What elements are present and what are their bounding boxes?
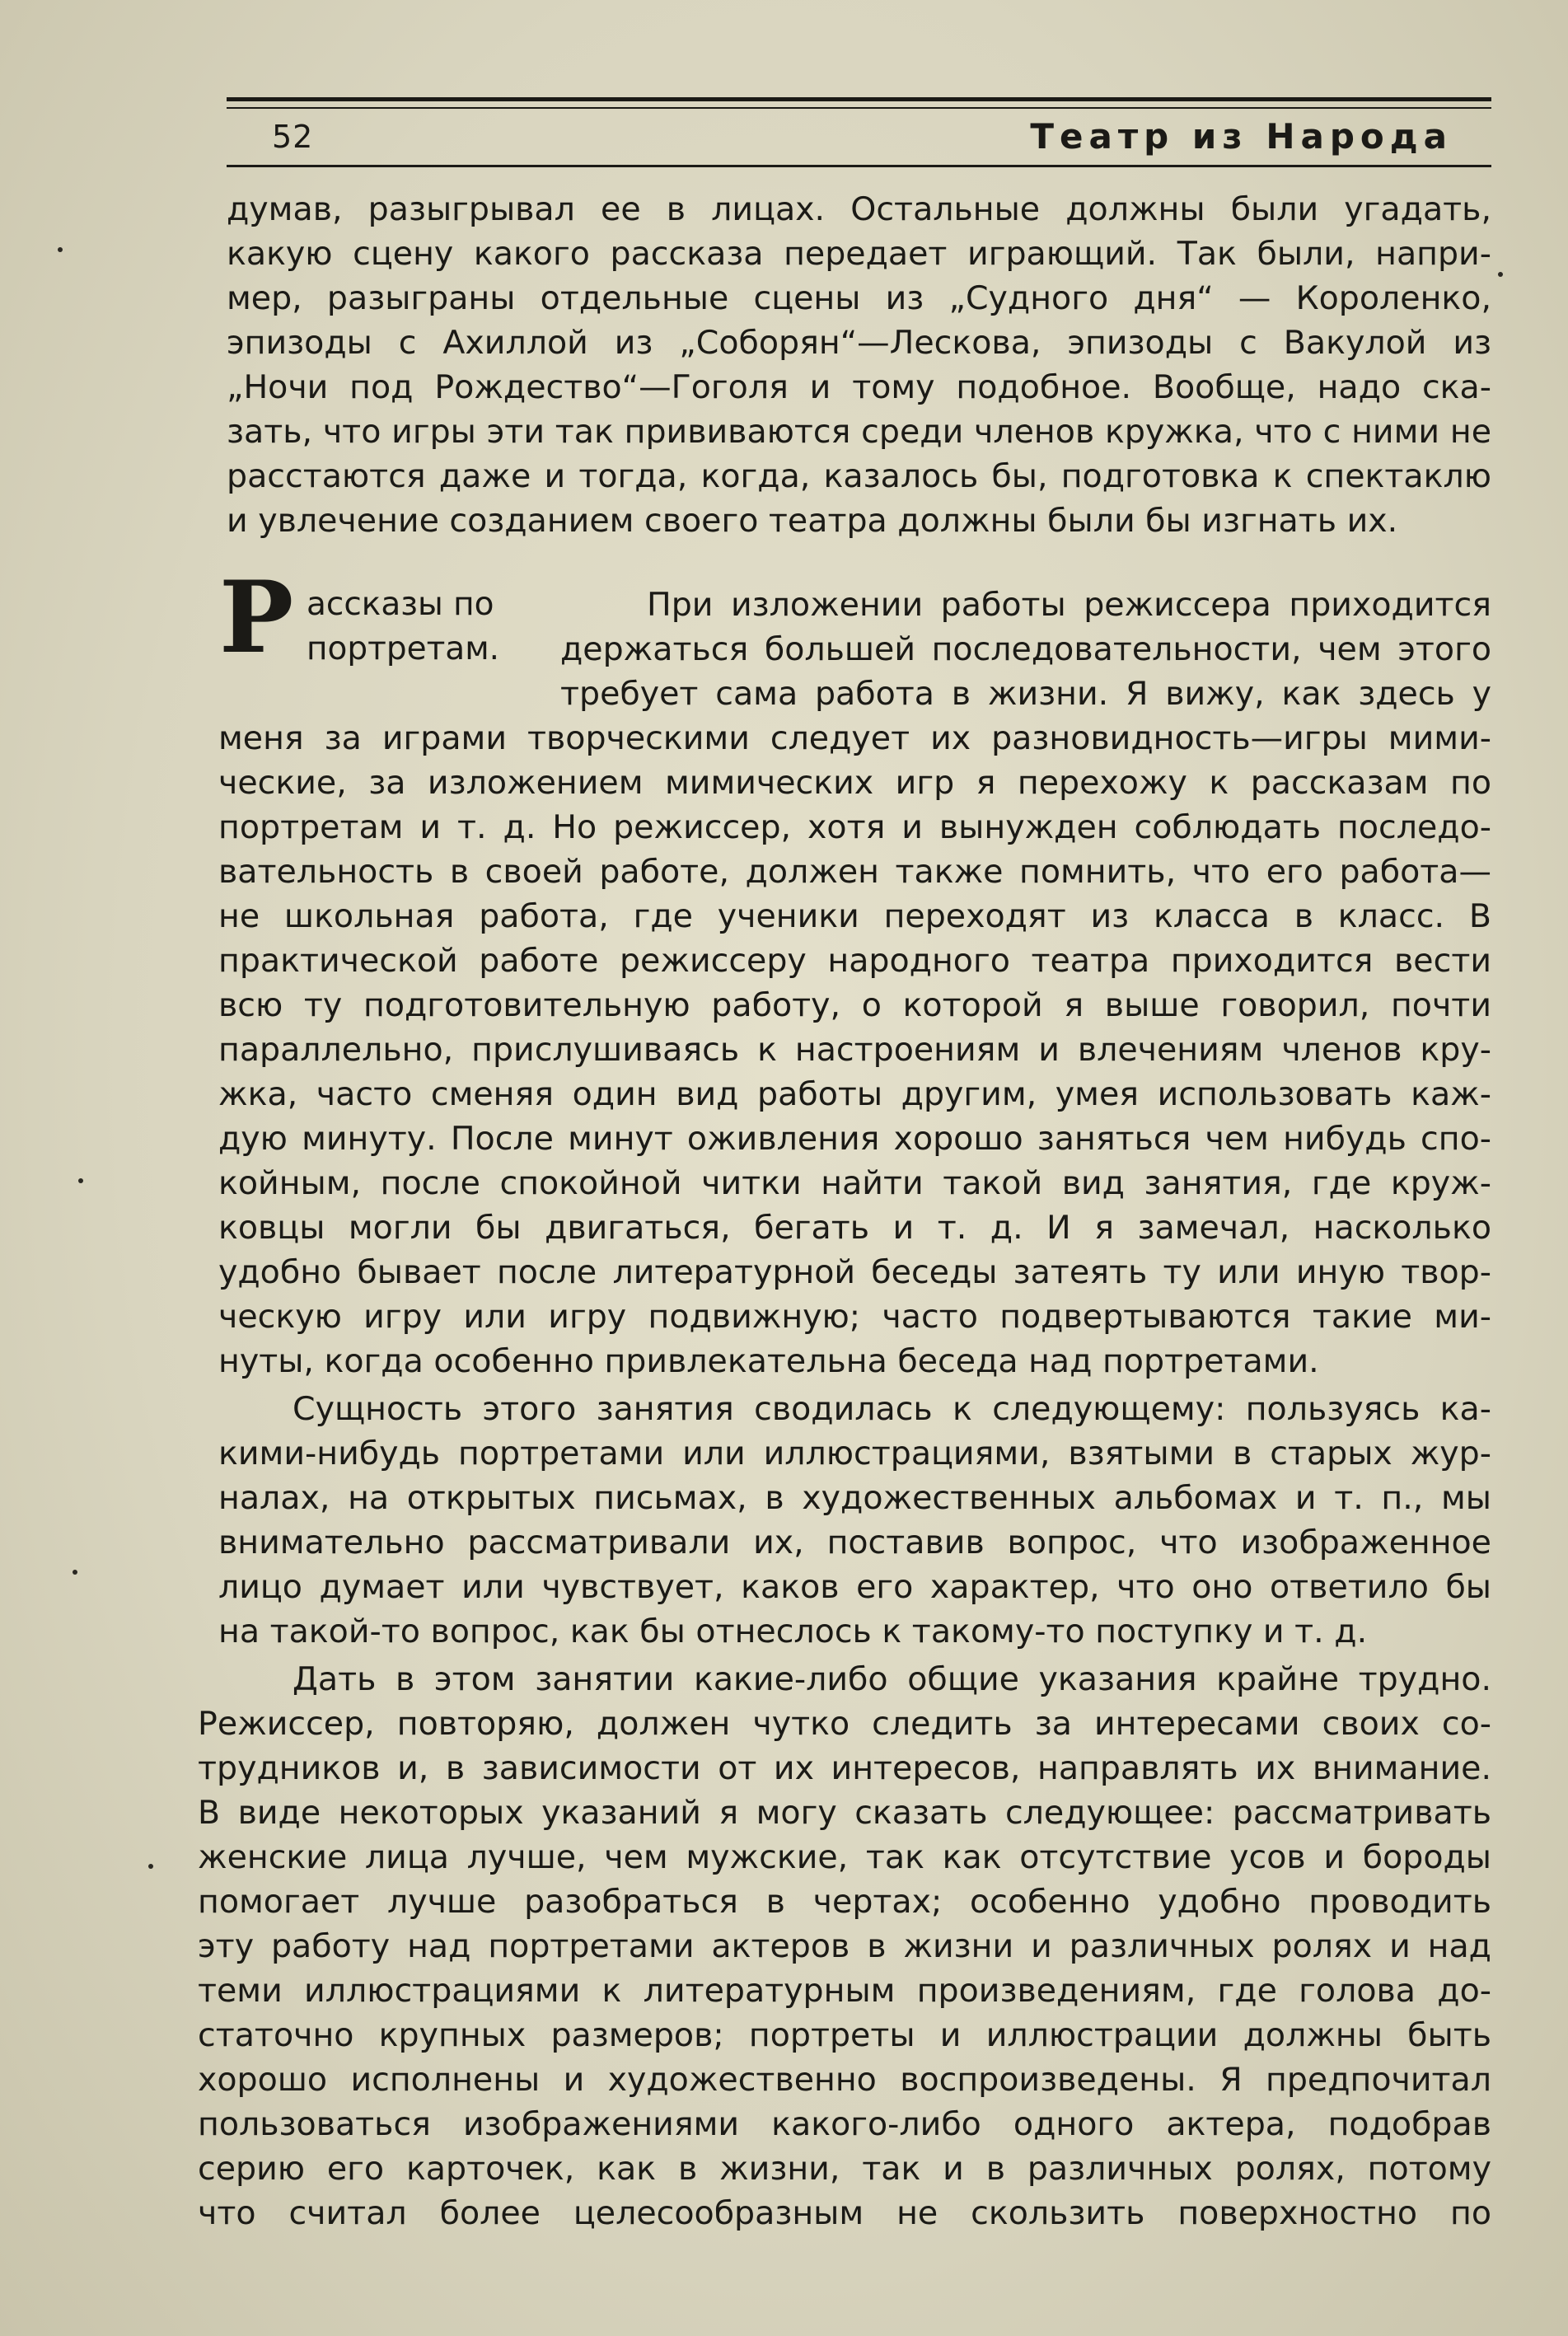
text-line: вательность в своей работе, должен также помнить, что его работа— — [218, 853, 1491, 891]
text-line: помогает лучше разобраться в чертах; особенно удобно проводить — [198, 1883, 1491, 1921]
text-line: держаться большей последовательности, чем этого — [560, 630, 1491, 668]
text-line: Сущность этого занятия сводилась к следующему: пользуясь ка- — [293, 1390, 1491, 1428]
text-line: теми иллюстрациями к литературным произведениям, где голова до- — [198, 1972, 1491, 2010]
text-line: ческие, за изложением мимических игр я перехожу к рассказам по — [218, 764, 1491, 802]
running-title: Театр из Народа — [1030, 116, 1453, 157]
text-line: зать, что игры эти так прививаются среди членов кружка, что с ними не — [227, 413, 1491, 451]
text-line: пользоваться изображениями какого-либо одного актера, подобрав — [198, 2105, 1491, 2143]
ink-speck — [78, 1178, 83, 1183]
text-line: Режиссер, повторяю, должен чутко следить за интересами своих со- — [198, 1705, 1491, 1743]
text-line: требует сама работа в жизни. Я вижу, как здесь у — [560, 675, 1491, 713]
drop-cap: Р — [219, 559, 294, 676]
text-line: кими-нибудь портретами или иллюстрациями, взятыми в старых жур- — [218, 1435, 1491, 1472]
text-line: ческую игру или игру подвижную; часто подвертываются такие ми- — [218, 1298, 1491, 1336]
ink-speck — [58, 247, 63, 252]
ink-speck — [148, 1864, 153, 1869]
text-line: Дать в этом занятии какие-либо общие указания крайне трудно. — [293, 1660, 1491, 1698]
text-line: думав, разыгрывал ее в лицах. Остальные должны были угадать, — [227, 190, 1491, 228]
text-line: койным, после спокойной читки найти такой вид занятия, где круж- — [218, 1164, 1491, 1202]
text-line: В виде некоторых указаний я могу сказать следующее: рассматривать — [198, 1794, 1491, 1832]
text-line: хорошо исполнены и художественно воспроизведены. Я предпочитал — [198, 2061, 1491, 2099]
text-line: налах, на открытых письмах, в художественных альбомах и т. п., мы — [218, 1479, 1491, 1517]
text-line: эпизоды с Ахиллой из „Соборян“—Лескова, эпизоды с Вакулой из — [227, 324, 1491, 362]
text-line: и увлечение созданием своего театра должны были бы изгнать их. — [227, 502, 1398, 540]
text-line: какую сцену какого рассказа передает играющий. Так были, напри- — [227, 235, 1491, 273]
text-line: что считал более целесообразным не скользить поверхностно по — [198, 2194, 1491, 2232]
text-line: на такой-то вопрос, как бы отнеслось к такому-то поступку и т. д. — [218, 1613, 1368, 1650]
text-line: внимательно рассматривали их, поставив вопрос, что изображенное — [218, 1524, 1491, 1561]
ink-speck — [73, 1570, 77, 1575]
text-line: портретам и т. д. Но режиссер, хотя и вынужден соблюдать последо- — [218, 808, 1491, 846]
text-line: удобно бывает после литературной беседы затеять ту или иную твор- — [218, 1253, 1491, 1291]
text-line: лицо думает или чувствует, каков его характер, что оно ответило бы — [218, 1568, 1491, 1606]
text-line: параллельно, прислушиваясь к настроениям и влечениям членов кру- — [218, 1031, 1491, 1069]
text-line: меня за играми творческими следует их разновидность—игры мими- — [218, 719, 1491, 757]
text-line: серию его карточек, как в жизни, так и в различных ролях, потому — [198, 2150, 1491, 2188]
text-line: жка, часто сменяя один вид работы другим, умея использовать каж- — [218, 1075, 1491, 1113]
text-line: практической работе режиссеру народного театра приходится вести — [218, 942, 1491, 980]
text-line: трудников и, в зависимости от их интересов, направлять их внимание. — [198, 1749, 1491, 1787]
header-rule-bottom — [227, 165, 1491, 167]
text-line: статочно крупных размеров; портреты и иллюстрации должны быть — [198, 2016, 1491, 2054]
text-line: не школьная работа, где ученики переходят из класса в класс. В — [218, 897, 1491, 935]
ink-speck — [1498, 272, 1503, 277]
text-line: всю ту подготовительную работу, о которой я выше говорил, почти — [218, 986, 1491, 1024]
text-line: мер, разыграны отдельные сцены из „Судного дня“ — Короленко, — [227, 279, 1491, 317]
text-line: дую минуту. После минут оживления хорошо заняться чем нибудь спо- — [218, 1120, 1491, 1158]
text-line: „Ночи под Рождество“—Гоголя и тому подобное. Вообще, надо ска- — [227, 368, 1491, 406]
text-line: расстаются даже и тогда, когда, казалось бы, подготовка к спектаклю — [227, 457, 1491, 495]
section-heading-line-2: портретам. — [307, 630, 500, 667]
text-line: При изложении работы режиссера приходится — [647, 586, 1491, 624]
text-line: нуты, когда особенно привлекательна беседа над портретами. — [218, 1342, 1319, 1380]
header-rule-top-thin — [227, 107, 1491, 109]
text-line: ковцы могли бы двигаться, бегать и т. д. И я замечал, насколько — [218, 1209, 1491, 1247]
page-number: 52 — [272, 119, 314, 155]
section-heading-line-1: ассказы по — [307, 586, 494, 623]
header-rule-top — [227, 97, 1491, 101]
text-line: эту работу над портретами актеров в жизни и различных ролях и над — [198, 1927, 1491, 1965]
text-line: женские лица лучше, чем мужские, так как отсутствие усов и бороды — [198, 1838, 1491, 1876]
